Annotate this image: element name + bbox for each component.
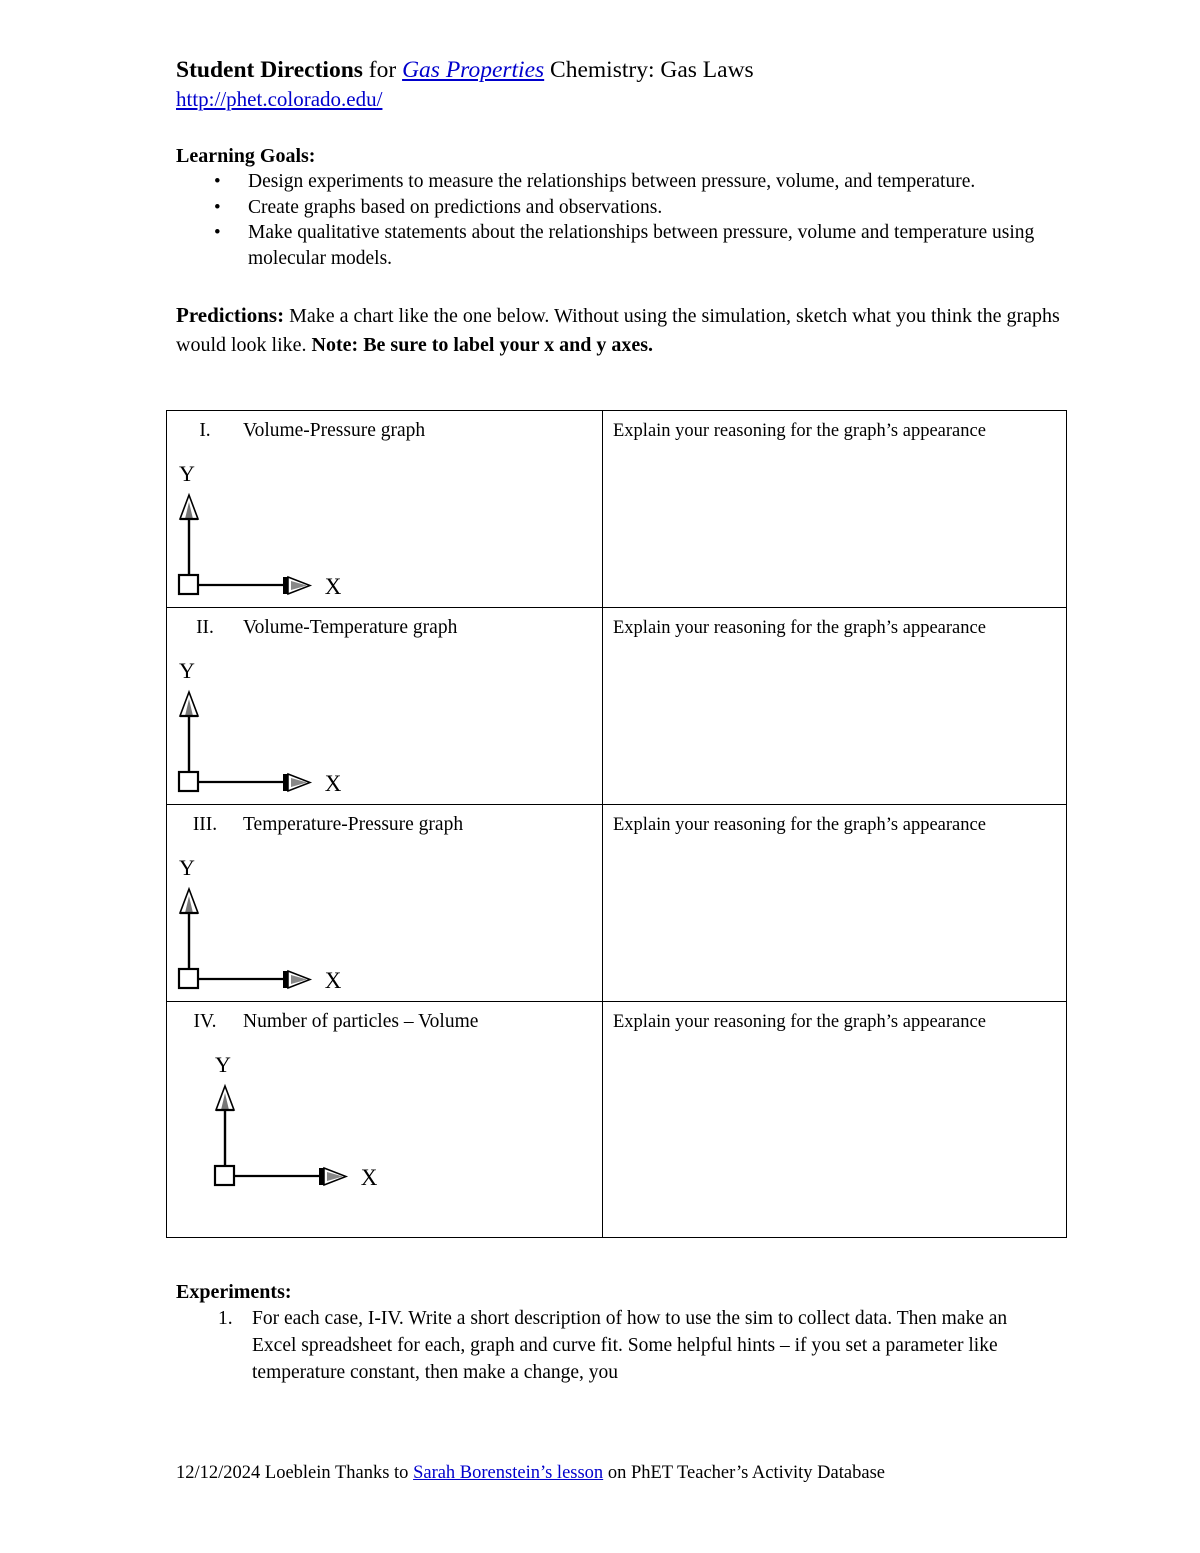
origin-square-icon (179, 772, 198, 791)
row-label: Number of particles – Volume (243, 1011, 479, 1032)
predictions-body: Make a chart like the one below. Without using the simulation, sketch what you think the graphs would look like. (176, 305, 1060, 356)
gas-properties-link[interactable]: Gas Properties (402, 57, 545, 83)
row-label: Volume-Temperature graph (243, 617, 458, 638)
reasoning-cell-4[interactable] (603, 1002, 1067, 1238)
x-axis-label: X (324, 574, 342, 599)
learning-goal-text: Design experiments to measure the relationships between pressure, volume, and temperature. (248, 171, 976, 192)
phet-url-link[interactable] (176, 85, 1072, 113)
graph-cell-3 (167, 805, 603, 1002)
predictions-table (166, 410, 1067, 1238)
document-body (176, 56, 1072, 360)
list-item (176, 220, 1072, 271)
table-row (167, 1002, 1067, 1238)
table-row (167, 411, 1067, 608)
page-title-suffix: Chemistry: Gas Laws (550, 57, 754, 83)
row-number: II. (196, 617, 214, 638)
row-heading (167, 411, 602, 443)
page-title (176, 56, 1072, 85)
bullet-icon: • (214, 196, 221, 218)
graph-cell-4 (167, 1002, 603, 1238)
list-item (176, 169, 1072, 195)
row-number: I. (199, 420, 211, 441)
bullet-icon: • (214, 171, 221, 192)
learning-goal-text: Make qualitative statements about the relationships between pressure, volume and temperature using molecular models. (248, 222, 1035, 269)
explain-prompt: Explain your reasoning for the graph’s appearance (613, 1012, 986, 1032)
sarah-borenstein-lesson-link[interactable]: Sarah Borenstein’s lesson (413, 1463, 604, 1483)
learning-goal-text: Create graphs based on predictions and observations. (248, 196, 663, 218)
explain-prompt: Explain your reasoning for the graph’s appearance (613, 618, 986, 638)
predictions-paragraph (176, 301, 1072, 360)
predictions-lead: Predictions: (176, 303, 285, 327)
graph-cell-1 (167, 411, 603, 608)
page-footer (176, 1461, 885, 1485)
explain-prompt: Explain your reasoning for the graph’s appearance (613, 815, 986, 835)
row-heading (167, 1002, 602, 1034)
axis-sketch-svg (167, 851, 387, 1001)
x-axis-label: X (360, 1165, 378, 1190)
row-heading (167, 805, 602, 837)
footer-tail: on PhET Teacher’s Activity Database (603, 1463, 885, 1483)
y-axis-label: Y (179, 855, 195, 880)
explain-prompt: Explain your reasoning for the graph’s appearance (613, 421, 986, 441)
experiments-section (176, 1279, 1056, 1386)
list-item (176, 195, 1072, 221)
page-title-prefix: Student Directions (176, 57, 363, 83)
list-number: 1. (218, 1308, 233, 1329)
axis-sketch-svg (167, 654, 387, 804)
learning-goals-list (176, 169, 1072, 271)
row-number: III. (192, 814, 218, 835)
axis-sketch-svg (203, 1048, 423, 1198)
row-label: Volume-Pressure graph (243, 420, 426, 441)
x-axis-label: X (324, 968, 342, 993)
y-axis-label: Y (179, 461, 195, 486)
axis-sketch-2 (167, 654, 387, 804)
reasoning-cell-2[interactable] (603, 608, 1067, 805)
row-label: Temperature-Pressure graph (243, 814, 464, 835)
table-row (167, 608, 1067, 805)
table-row (167, 805, 1067, 1002)
origin-square-icon (179, 575, 198, 594)
y-axis-label: Y (215, 1052, 231, 1077)
axis-sketch-3 (167, 851, 387, 1001)
page-title-for-word: for (368, 57, 397, 83)
row-number: IV. (193, 1011, 217, 1032)
axis-sketch-1 (167, 457, 387, 607)
learning-goals-heading: Learning Goals: (176, 145, 316, 167)
y-axis-label: Y (179, 658, 195, 683)
reasoning-cell-1[interactable] (603, 411, 1067, 608)
experiments-heading: Experiments: (176, 1281, 292, 1303)
origin-square-icon (215, 1166, 234, 1185)
predictions-note: Note: Be sure to label your x and y axes. (311, 334, 654, 356)
axis-sketch-4 (203, 1048, 423, 1198)
experiments-list (176, 1305, 1056, 1386)
experiment-text: For each case, I-IV. Write a short description of how to use the sim to collect data. Then make an Excel spreadsheet for each, graph and curve fit. Some helpful hints – if you set a parameter like temperature constant, then make a change, you (252, 1308, 1008, 1383)
graph-cell-2 (167, 608, 603, 805)
row-heading (167, 608, 602, 640)
x-axis-label: X (324, 771, 342, 796)
reasoning-cell-3[interactable] (603, 805, 1067, 1002)
list-item (176, 1305, 1056, 1386)
origin-square-icon (179, 969, 198, 988)
axis-sketch-svg (167, 457, 387, 607)
phet-url-text: http://phet.colorado.edu/ (176, 87, 383, 111)
bullet-icon: • (214, 222, 221, 243)
footer-date-author: 12/12/2024 Loeblein Thanks to (176, 1463, 414, 1483)
